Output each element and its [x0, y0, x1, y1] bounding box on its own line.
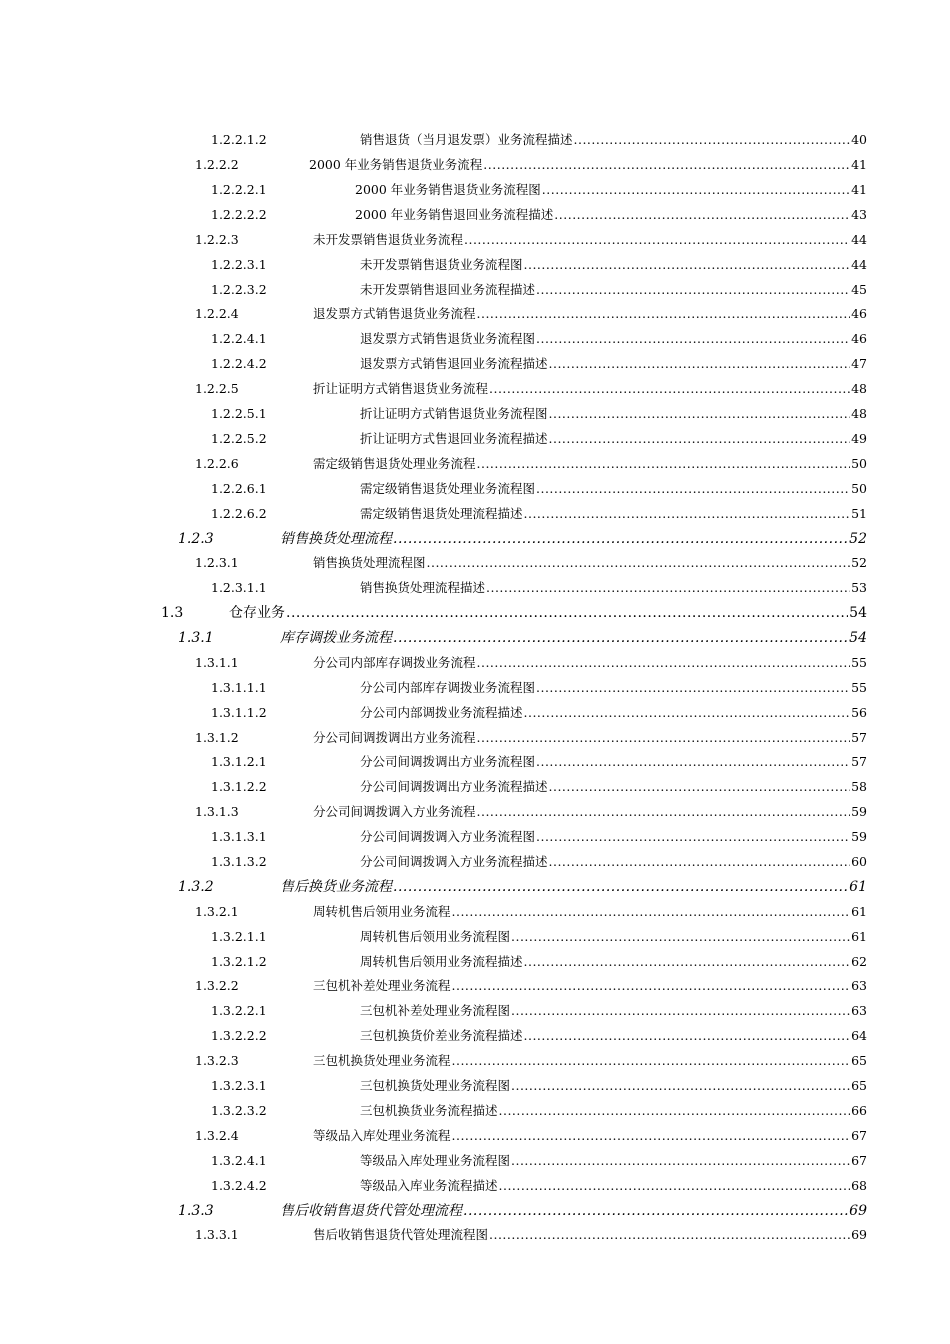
toc-entry-title: 未开发票销售退回业务流程描述 [360, 281, 536, 297]
toc-dot-leader [393, 532, 848, 546]
toc-entry-page-number: 54 [849, 630, 867, 647]
toc-dot-leader [499, 1105, 851, 1118]
toc-dot-leader [286, 606, 848, 620]
toc-entry-number: 1.2.2.6.1 [211, 480, 267, 496]
toc-entry-link[interactable] [313, 383, 867, 396]
toc-entry-page-number: 44 [851, 256, 867, 272]
toc-entry-link[interactable] [360, 358, 867, 371]
toc-entry-page-number: 46 [851, 306, 867, 322]
toc-entry[interactable] [0, 501, 950, 526]
toc-entry-page-number: 50 [851, 455, 867, 471]
toc-entry-number: 1.3.3.1 [195, 1227, 239, 1243]
toc-entry-title: 折让证明方式销售退货业务流程 [313, 381, 489, 397]
toc-entry-link[interactable] [280, 631, 867, 645]
toc-entry-number: 1.3.2.2 [195, 978, 239, 994]
toc-entry[interactable] [0, 1024, 950, 1049]
toc-entry-page-number: 57 [851, 729, 867, 745]
toc-entry-page-number: 56 [851, 704, 867, 720]
toc-dot-leader [477, 732, 851, 745]
toc-dot-leader [489, 383, 850, 396]
toc-dot-leader [536, 333, 850, 346]
toc-entry[interactable] [0, 203, 950, 228]
toc-dot-leader [477, 657, 851, 670]
toc-entry[interactable] [0, 327, 950, 352]
toc-entry-link[interactable] [360, 1005, 867, 1018]
toc-entry[interactable] [0, 402, 950, 427]
toc-dot-leader [452, 980, 851, 993]
toc-entry-number: 1.2.2.4.1 [211, 331, 267, 347]
toc-entry-title: 分公司内部调拨业务流程描述 [360, 704, 523, 720]
toc-entry-number: 1.3.1.3.1 [211, 829, 267, 845]
toc-entry-title: 2000 年业务销售退回业务流程描述 [355, 206, 554, 222]
toc-entry-number: 1.2.3.1.1 [211, 580, 267, 596]
toc-entry-number: 1.2.3 [178, 530, 214, 547]
toc-entry[interactable] [0, 800, 950, 825]
toc-entry-link[interactable] [360, 134, 867, 147]
toc-entry-link[interactable] [360, 582, 867, 595]
toc-dot-leader [427, 557, 851, 570]
toc-entry-title: 等级品入库处理业务流程图 [360, 1152, 511, 1168]
toc-entry-page-number: 41 [851, 181, 867, 197]
toc-entry-number: 1.3 [161, 605, 184, 622]
toc-dot-leader [477, 308, 851, 321]
toc-entry-page-number: 55 [851, 679, 867, 695]
toc-entry-page-number: 41 [851, 157, 867, 173]
toc-entry[interactable] [0, 900, 950, 925]
toc-entry[interactable] [0, 1049, 950, 1074]
toc-entry-link[interactable] [229, 606, 867, 620]
toc-entry[interactable] [0, 277, 950, 302]
toc-dot-leader [486, 582, 850, 595]
toc-entry-link[interactable] [360, 1152, 867, 1168]
toc-entry[interactable] [0, 974, 950, 999]
toc-entry-page-number: 51 [851, 505, 867, 521]
toc-entry-number: 1.2.2.5.1 [211, 405, 267, 421]
toc-dot-leader [463, 1204, 848, 1218]
toc-entry-page-number: 64 [851, 1028, 867, 1044]
toc-dot-leader [452, 1130, 851, 1143]
toc-entry-title: 销售退货（当月退发票）业务流程描述 [360, 132, 573, 148]
toc-entry-link[interactable] [360, 756, 867, 769]
toc-entry-number: 1.3.2.3.2 [211, 1102, 267, 1118]
toc-entry-title: 等级品入库处理业务流程 [313, 1127, 451, 1143]
toc-entry-link[interactable] [309, 159, 867, 172]
toc-entry-page-number: 54 [849, 605, 867, 622]
toc-entry-title: 2000 年业务销售退货业务流程 [309, 157, 483, 173]
toc-entry-page-number: 62 [851, 953, 867, 969]
toc-entry[interactable] [0, 228, 950, 253]
toc-dot-leader [536, 756, 850, 769]
toc-entry-number: 1.2.2.5 [195, 381, 239, 397]
toc-dot-leader [393, 880, 848, 894]
toc-entry-number: 1.2.2.3 [195, 231, 239, 247]
toc-entry-page-number: 50 [851, 480, 867, 496]
toc-dot-leader [452, 906, 851, 919]
toc-entry-title: 三包机换货价差业务流程描述 [360, 1028, 523, 1044]
toc-entry-title: 分公司间调拨调入方业务流程图 [360, 829, 536, 845]
toc-entry[interactable] [0, 526, 950, 551]
toc-entry[interactable] [0, 775, 950, 800]
toc-entry-link[interactable] [280, 532, 867, 546]
toc-entry-link[interactable] [313, 308, 867, 321]
toc-entry-number: 1.2.2.6 [195, 455, 239, 471]
toc-entry-number: 1.3.2.4.2 [211, 1177, 267, 1193]
toc-entry-page-number: 48 [851, 381, 867, 397]
toc-entry-title: 分公司内部库存调拨业务流程图 [360, 679, 536, 695]
toc-entry-title: 分公司内部库存调拨业务流程 [313, 654, 476, 670]
toc-entry-number: 1.3.1.1.1 [211, 679, 267, 695]
toc-dot-leader [554, 209, 850, 222]
toc-entry-number: 1.3.1 [178, 630, 214, 647]
toc-dot-leader [524, 707, 851, 720]
toc-entry-link[interactable] [313, 729, 867, 745]
toc-entry-link[interactable] [360, 928, 867, 944]
toc-entry[interactable] [0, 925, 950, 950]
toc-entry-link[interactable] [313, 1229, 867, 1242]
toc-entry[interactable] [0, 452, 950, 477]
toc-entry-link[interactable] [360, 856, 867, 869]
toc-entry[interactable] [0, 626, 950, 651]
toc-entry-link[interactable] [355, 181, 867, 197]
toc-entry-title: 销售换货处理流程 [280, 530, 392, 547]
toc-entry-title: 未开发票销售退货业务流程 [313, 231, 464, 247]
toc-entry-page-number: 52 [851, 555, 867, 571]
toc-entry-number: 1.3.2.2.1 [211, 1003, 267, 1019]
toc-entry-title: 三包机换货处理业务流程图 [360, 1078, 511, 1094]
toc-entry-page-number: 63 [851, 1003, 867, 1019]
toc-dot-leader [536, 682, 850, 695]
toc-entry-page-number: 48 [851, 405, 867, 421]
toc-entry-link[interactable] [360, 405, 867, 421]
toc-entry-title: 销售换货处理流程描述 [360, 580, 486, 596]
toc-entry-title: 库存调拨业务流程 [280, 630, 392, 647]
toc-entry-page-number: 69 [849, 1202, 867, 1219]
toc-entry-link[interactable] [360, 704, 867, 720]
toc-entry-link[interactable] [360, 1080, 867, 1093]
toc-dot-leader [511, 1155, 850, 1168]
toc-entry-link[interactable] [360, 831, 867, 844]
toc-entry[interactable] [0, 178, 950, 203]
toc-entry-title: 需定级销售退货处理业务流程 [313, 455, 476, 471]
toc-entry-title: 三包机换货业务流程描述 [360, 1102, 498, 1118]
toc-dot-leader [536, 483, 850, 496]
toc-entry[interactable] [0, 128, 950, 153]
toc-entry-link[interactable] [313, 806, 867, 819]
toc-entry-number: 1.3.2.1.1 [211, 928, 267, 944]
toc-entry-page-number: 49 [851, 430, 867, 446]
toc-dot-leader [393, 631, 848, 645]
toc-entry-link[interactable] [360, 480, 867, 496]
toc-entry-title: 退发票方式销售退货业务流程 [313, 306, 476, 322]
toc-entry-number: 1.2.2.1.2 [211, 132, 267, 148]
toc-entry-page-number: 57 [851, 754, 867, 770]
toc-dot-leader [536, 284, 850, 297]
toc-entry-link[interactable] [360, 333, 867, 346]
toc-entry-number: 1.3.2.4 [195, 1127, 239, 1143]
toc-entry-title: 三包机补差处理业务流程 [313, 978, 451, 994]
toc-dot-leader [511, 1080, 850, 1093]
toc-entry[interactable] [0, 949, 950, 974]
toc-entry[interactable] [0, 1099, 950, 1124]
toc-dot-leader [549, 781, 851, 794]
toc-entry-title: 售后收销售退货代管处理流程 [280, 1202, 462, 1219]
toc-entry-link[interactable] [360, 781, 867, 794]
toc-entry-link[interactable] [360, 679, 867, 695]
toc-entry-page-number: 46 [851, 331, 867, 347]
toc-entry-number: 1.2.2.2.2 [211, 206, 267, 222]
toc-entry-link[interactable] [313, 980, 867, 993]
toc-entry[interactable] [0, 302, 950, 327]
toc-dot-leader [511, 931, 850, 944]
toc-entry[interactable] [0, 725, 950, 750]
toc-entry-number: 1.3.2.1.2 [211, 953, 267, 969]
toc-entry-number: 1.3.2 [178, 879, 214, 896]
toc-dot-leader [489, 1229, 850, 1242]
toc-entry-page-number: 58 [851, 779, 867, 795]
toc-entry[interactable] [0, 1198, 950, 1223]
toc-entry-page-number: 63 [851, 978, 867, 994]
toc-entry-number: 1.3.1.2.1 [211, 754, 267, 770]
toc-entry-page-number: 61 [851, 928, 867, 944]
toc-entry-number: 1.2.2.3.1 [211, 256, 267, 272]
toc-entry[interactable] [0, 427, 950, 452]
toc-entry-number: 1.3.2.4.1 [211, 1152, 267, 1168]
toc-entry-number: 1.3.2.2.2 [211, 1028, 267, 1044]
toc-entry-link[interactable] [360, 505, 867, 521]
toc-entry-title: 2000 年业务销售退货业务流程图 [355, 181, 541, 197]
toc-entry[interactable] [0, 676, 950, 701]
toc-dot-leader [477, 458, 851, 471]
toc-entry-title: 分公司间调拨调出方业务流程图 [360, 754, 536, 770]
toc-entry-link[interactable] [313, 1127, 867, 1143]
toc-entry-page-number: 67 [851, 1127, 867, 1143]
toc-entry-link[interactable] [313, 557, 867, 570]
toc-entry-title: 三包机补差处理业务流程图 [360, 1003, 511, 1019]
toc-entry-page-number: 61 [849, 879, 867, 896]
toc-entry-number: 1.2.2.5.2 [211, 430, 267, 446]
toc-dot-leader [452, 1055, 851, 1068]
toc-entry-title: 分公司间调拨调入方业务流程 [313, 804, 476, 820]
toc-entry-link[interactable] [355, 206, 867, 222]
toc-dot-leader [536, 831, 850, 844]
toc-dot-leader [464, 234, 850, 247]
toc-entry-number: 1.3.2.3.1 [211, 1078, 267, 1094]
toc-entry-title: 折让证明方式售退回业务流程描述 [360, 430, 548, 446]
toc-entry-link[interactable] [313, 455, 867, 471]
toc-dot-leader [574, 134, 851, 147]
toc-entry-title: 销售换货处理流程图 [313, 555, 426, 571]
toc-dot-leader [549, 433, 851, 446]
toc-entry-number: 1.3.3 [178, 1202, 214, 1219]
toc-entry-number: 1.2.3.1 [195, 555, 239, 571]
toc-entry-title: 周转机售后领用业务流程描述 [360, 953, 523, 969]
toc-entry[interactable] [0, 1149, 950, 1174]
toc-entry-page-number: 55 [851, 654, 867, 670]
toc-entry-page-number: 47 [851, 356, 867, 372]
toc-entry-link[interactable] [280, 880, 867, 894]
toc-entry-page-number: 68 [851, 1177, 867, 1193]
toc-entry-title: 折让证明方式销售退货业务流程图 [360, 405, 548, 421]
toc-entry[interactable] [0, 153, 950, 178]
toc-entry-page-number: 65 [851, 1053, 867, 1069]
toc-entry-number: 1.3.1.2 [195, 729, 239, 745]
toc-entry[interactable] [0, 576, 950, 601]
toc-entry[interactable] [0, 377, 950, 402]
toc-entry-number: 1.2.2.4 [195, 306, 239, 322]
toc-entry-link[interactable] [313, 654, 867, 670]
toc-entry-link[interactable] [360, 430, 867, 446]
toc-entry-link[interactable] [360, 1177, 867, 1193]
toc-entry-link[interactable] [360, 1102, 867, 1118]
toc-entry[interactable] [0, 999, 950, 1024]
toc-entry-page-number: 52 [849, 530, 867, 547]
toc-entry-page-number: 59 [851, 804, 867, 820]
toc-entry[interactable] [0, 252, 950, 277]
toc-entry-number: 1.3.1.3.2 [211, 854, 267, 870]
toc-dot-leader [549, 408, 851, 421]
toc-entry-title: 分公司间调拨调出方业务流程描述 [360, 779, 548, 795]
toc-entry-page-number: 40 [851, 132, 867, 148]
toc-entry-number: 1.3.1.1.2 [211, 704, 267, 720]
toc-entry-title: 退发票方式销售退回业务流程描述 [360, 356, 548, 372]
toc-entry[interactable] [0, 601, 950, 626]
toc-entry-title: 售后收销售退货代管处理流程图 [313, 1227, 489, 1243]
toc-dot-leader [477, 806, 851, 819]
toc-dot-leader [511, 1005, 850, 1018]
toc-entry[interactable] [0, 750, 950, 775]
toc-entry-page-number: 45 [851, 281, 867, 297]
toc-entry-link[interactable] [360, 256, 867, 272]
toc-dot-leader [524, 1030, 851, 1043]
toc-entry-link[interactable] [360, 953, 867, 969]
toc-dot-leader [524, 259, 851, 272]
toc-entry-title: 仓存业务 [229, 605, 285, 622]
toc-entry-title: 分公司间调拨调入方业务流程描述 [360, 854, 548, 870]
toc-entry-page-number: 69 [851, 1227, 867, 1243]
toc-entry-page-number: 44 [851, 231, 867, 247]
toc-entry-page-number: 65 [851, 1078, 867, 1094]
toc-entry-number: 1.3.1.1 [195, 654, 239, 670]
toc-dot-leader [499, 1180, 851, 1193]
toc-entry-page-number: 53 [851, 580, 867, 596]
toc-entry-title: 未开发票销售退货业务流程图 [360, 256, 523, 272]
toc-entry-number: 1.2.2.3.2 [211, 281, 267, 297]
toc-entry[interactable] [0, 875, 950, 900]
toc-entry-link[interactable] [360, 281, 867, 297]
toc-entry-link[interactable] [313, 903, 867, 919]
toc-dot-leader [483, 159, 850, 172]
toc-entry-link[interactable] [313, 1055, 867, 1068]
toc-dot-leader [549, 358, 851, 371]
toc-entry-number: 1.3.1.2.2 [211, 779, 267, 795]
toc-entry[interactable] [0, 1223, 950, 1248]
toc-entry[interactable] [0, 352, 950, 377]
toc-entry[interactable] [0, 651, 950, 676]
toc-entry-title: 等级品入库业务流程描述 [360, 1177, 498, 1193]
toc-entry-number: 1.2.2.2.1 [211, 181, 267, 197]
toc-entry-link[interactable] [313, 231, 867, 247]
toc-entry-number: 1.2.2.4.2 [211, 356, 267, 372]
toc-entry-title: 周转机售后领用业务流程 [313, 903, 451, 919]
toc-entry-title: 售后换货业务流程 [280, 879, 392, 896]
toc-page [0, 128, 950, 1248]
toc-entry-page-number: 43 [851, 206, 867, 222]
toc-entry[interactable] [0, 1173, 950, 1198]
toc-dot-leader [524, 508, 851, 521]
toc-entry-title: 周转机售后领用业务流程图 [360, 928, 511, 944]
toc-entry[interactable] [0, 1074, 950, 1099]
toc-entry[interactable] [0, 850, 950, 875]
toc-entry-number: 1.2.2.2 [195, 157, 239, 173]
toc-entry-page-number: 60 [851, 854, 867, 870]
toc-entry-page-number: 66 [851, 1102, 867, 1118]
toc-entry-title: 分公司间调拨调出方业务流程 [313, 729, 476, 745]
toc-entry-title: 需定级销售退货处理流程描述 [360, 505, 523, 521]
toc-entry-title: 需定级销售退货处理业务流程图 [360, 480, 536, 496]
toc-entry-number: 1.2.2.6.2 [211, 505, 267, 521]
toc-dot-leader [549, 856, 851, 869]
toc-entry[interactable] [0, 700, 950, 725]
toc-entry-number: 1.3.2.1 [195, 903, 239, 919]
toc-entry[interactable] [0, 825, 950, 850]
toc-entry-title: 退发票方式销售退货业务流程图 [360, 331, 536, 347]
toc-entry-link[interactable] [360, 1030, 867, 1043]
toc-entry[interactable] [0, 551, 950, 576]
toc-dot-leader [524, 956, 851, 969]
toc-entry-page-number: 67 [851, 1152, 867, 1168]
toc-entry-number: 1.3.2.3 [195, 1053, 239, 1069]
toc-entry-page-number: 61 [851, 903, 867, 919]
toc-dot-leader [542, 184, 850, 197]
toc-entry-link[interactable] [280, 1204, 867, 1218]
toc-entry[interactable] [0, 1124, 950, 1149]
toc-entry-number: 1.3.1.3 [195, 804, 239, 820]
toc-entry-page-number: 59 [851, 829, 867, 845]
toc-entry[interactable] [0, 476, 950, 501]
toc-entry-title: 三包机换货处理业务流程 [313, 1053, 451, 1069]
